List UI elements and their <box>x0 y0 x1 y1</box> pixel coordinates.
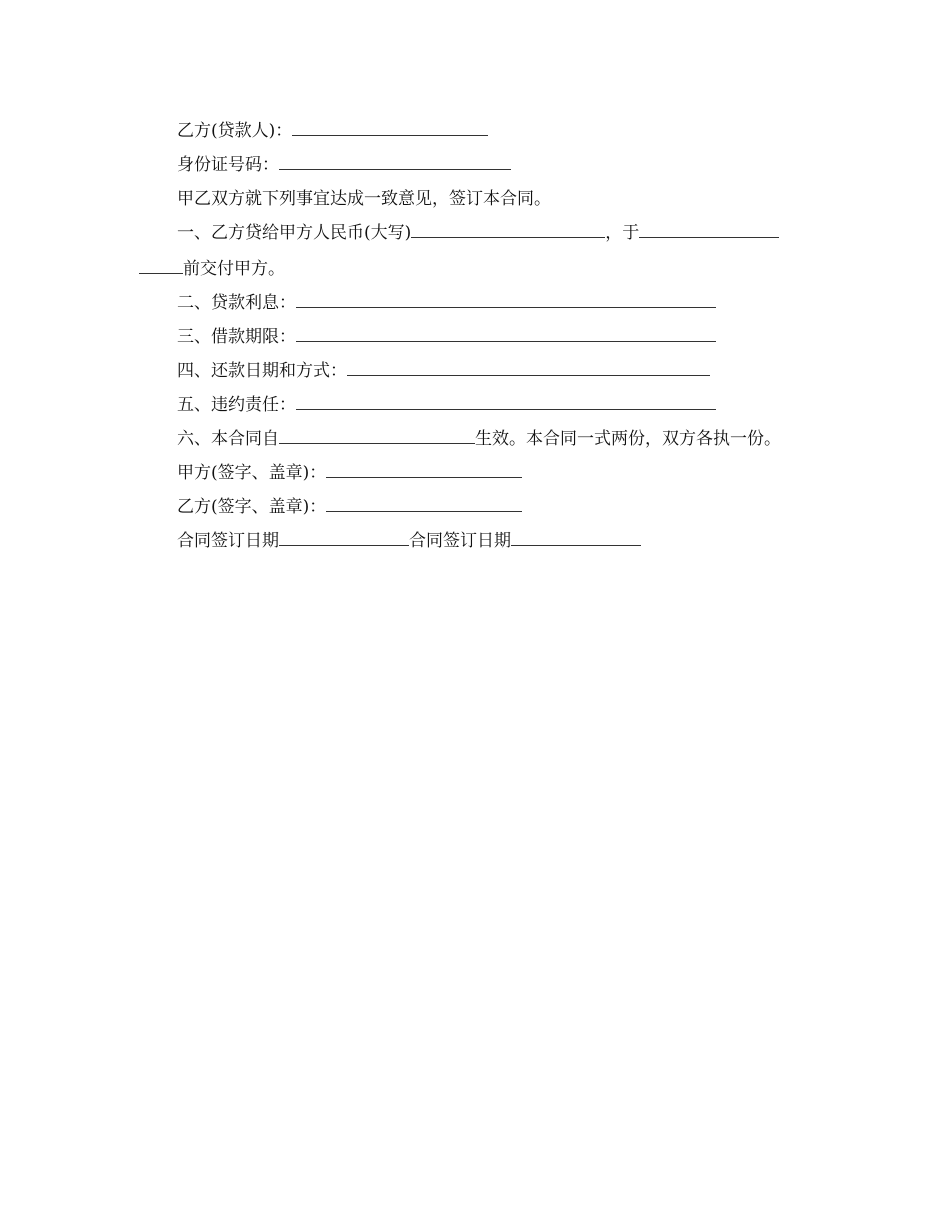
date-blank-1[interactable] <box>279 528 409 546</box>
clause2-label: 二、贷款利息： <box>177 293 296 313</box>
agreement-line <box>177 186 551 212</box>
clause5-line <box>177 392 716 418</box>
sign-a-label: 甲方(签字、盖章)： <box>177 463 327 483</box>
clause3-label: 三、借款期限： <box>177 327 296 347</box>
clause3-line <box>177 324 716 350</box>
sign-a-blank[interactable] <box>326 460 522 478</box>
interest-blank[interactable] <box>296 290 716 308</box>
delivery-date-blank-cont[interactable] <box>139 256 183 274</box>
sign-b-blank[interactable] <box>326 494 522 512</box>
clause6-line <box>177 426 781 452</box>
clause1-prefix: 一、乙方贷给甲方人民币(大写) <box>177 223 412 243</box>
clause5-label: 五、违约责任： <box>177 395 296 415</box>
effective-date-blank[interactable] <box>279 426 475 444</box>
date-label-1: 合同签订日期 <box>177 531 279 551</box>
clause6-suffix: 生效。本合同一式两份，双方各执一份。 <box>475 429 781 449</box>
party-b-label: 乙方(贷款人)： <box>177 121 293 141</box>
id-number-label: 身份证号码： <box>177 155 279 175</box>
liability-blank[interactable] <box>296 392 716 410</box>
repayment-blank[interactable] <box>347 358 710 376</box>
clause6-prefix: 六、本合同自 <box>177 429 279 449</box>
id-number-line <box>177 152 511 178</box>
clause4-label: 四、还款日期和方式： <box>177 361 347 381</box>
clause2-line <box>177 290 716 316</box>
clause1-continuation <box>139 256 285 282</box>
clause1-line <box>177 220 779 246</box>
clause1-suffix: 前交付甲方。 <box>183 259 285 279</box>
party-b-line <box>177 118 488 144</box>
sign-b-line <box>177 494 522 520</box>
agreement-text: 甲乙双方就下列事宜达成一致意见，签订本合同。 <box>177 189 551 209</box>
date-line <box>177 528 641 554</box>
clause1-mid: ，于 <box>605 223 640 243</box>
clause4-line <box>177 358 710 384</box>
date-blank-2[interactable] <box>511 528 641 546</box>
sign-b-label: 乙方(签字、盖章)： <box>177 497 327 517</box>
loan-amount-blank[interactable] <box>411 220 605 238</box>
party-b-blank[interactable] <box>292 118 488 136</box>
date-label-2: 合同签订日期 <box>409 531 511 551</box>
id-number-blank[interactable] <box>279 152 511 170</box>
term-blank[interactable] <box>296 324 716 342</box>
sign-a-line <box>177 460 522 486</box>
delivery-date-blank[interactable] <box>639 220 779 238</box>
